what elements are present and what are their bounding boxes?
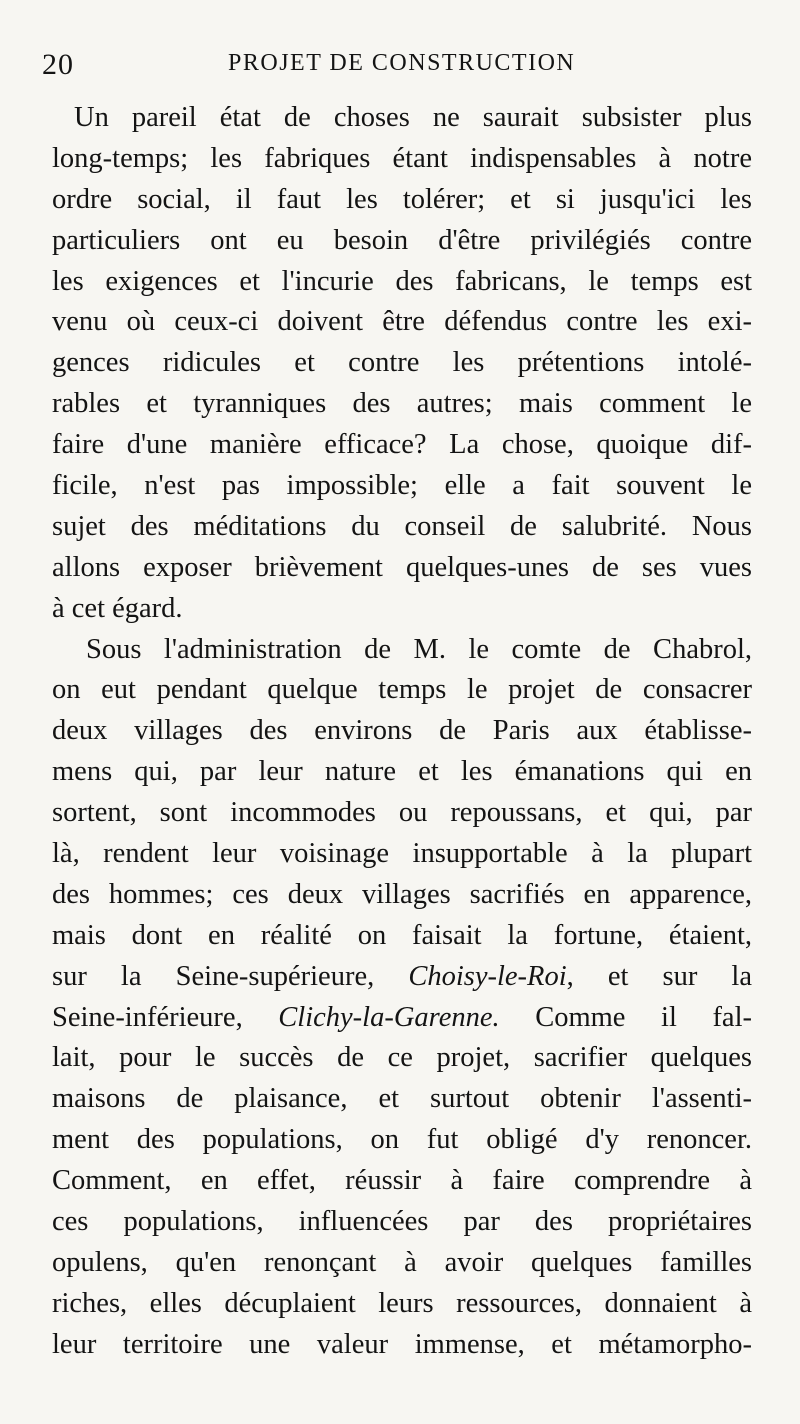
text-line: allons exposer brièvement quelques-unes de ses vues <box>52 551 752 583</box>
text-line: là, rendent leur voisinage insupportable à la plupart <box>52 838 752 870</box>
italic-place-name: Clichy-la-Garenne. <box>278 1001 500 1033</box>
text-line: on eut pendant quelque temps le projet de consacrer <box>52 674 752 706</box>
text-line: riches, elles décuplaient leurs ressources, donnaient à <box>52 1287 752 1319</box>
text-fragment: sur la Seine-supérieure, <box>52 960 409 992</box>
text-line: maisons de plaisance, et surtout obtenir l'assenti- <box>52 1083 752 1115</box>
text-line-with-italic <box>52 957 752 998</box>
text-line: long-temps; les fabriques étant indispensables à notre <box>52 142 752 174</box>
text-line: ficile, n'est pas impossible; elle a fait souvent le <box>52 470 752 502</box>
body-text <box>52 98 752 1366</box>
text-line: ordre social, il faut les tolérer; et si jusqu'ici les <box>52 183 752 215</box>
text-line: rables et tyranniques des autres; mais comment le <box>52 388 752 420</box>
text-line: particuliers ont eu besoin d'être privilégiés contre <box>52 224 752 256</box>
text-line: sujet des méditations du conseil de salubrité. Nous <box>52 510 752 542</box>
text-line: à cet égard. <box>52 592 183 624</box>
page-header <box>42 38 742 81</box>
text-line: Sous l'administration de M. le comte de Chabrol, <box>86 633 752 665</box>
text-fragment: Seine-inférieure, <box>52 1001 279 1033</box>
text-line: Un pareil état de choses ne saurait subsister plus <box>74 102 752 133</box>
text-fragment: Comme il fal- <box>499 1001 752 1033</box>
text-line: gences ridicules et contre les prétentions intolé- <box>52 347 752 379</box>
text-line: des hommes; ces deux villages sacrifiés en apparence, <box>52 878 752 910</box>
running-head: PROJET DE CONSTRUCTION <box>228 50 576 76</box>
text-line: mais dont en réalité on faisait la fortune, étaient, <box>52 919 752 951</box>
text-line: deux villages des environs de Paris aux établisse- <box>52 715 752 747</box>
text-line-with-italic <box>52 998 752 1039</box>
text-line: les exigences et l'incurie des fabricans, le temps est <box>52 265 752 297</box>
page-number: 20 <box>42 48 74 81</box>
text-line: faire d'une manière efficace? La chose, quoique dif- <box>52 429 752 461</box>
text-line: mens qui, par leur nature et les émanations qui en <box>52 756 752 788</box>
text-line: ment des populations, on fut obligé d'y renoncer. <box>52 1124 752 1156</box>
text-line: opulens, qu'en renonçant à avoir quelques familles <box>52 1246 752 1278</box>
text-line: leur territoire une valeur immense, et métamorpho- <box>52 1328 752 1360</box>
text-line: sortent, sont incommodes ou repoussans, et qui, par <box>52 797 752 829</box>
italic-place-name: Choisy-le-Roi <box>408 960 567 992</box>
text-line: Comment, en effet, réussir à faire comprendre à <box>52 1165 752 1197</box>
text-fragment: , et sur la <box>566 960 752 992</box>
text-line: lait, pour le succès de ce projet, sacrifier quelques <box>52 1042 752 1074</box>
text-line: venu où ceux-ci doivent être défendus contre les exi- <box>52 306 752 338</box>
text-line: ces populations, influencées par des propriétaires <box>52 1206 752 1238</box>
